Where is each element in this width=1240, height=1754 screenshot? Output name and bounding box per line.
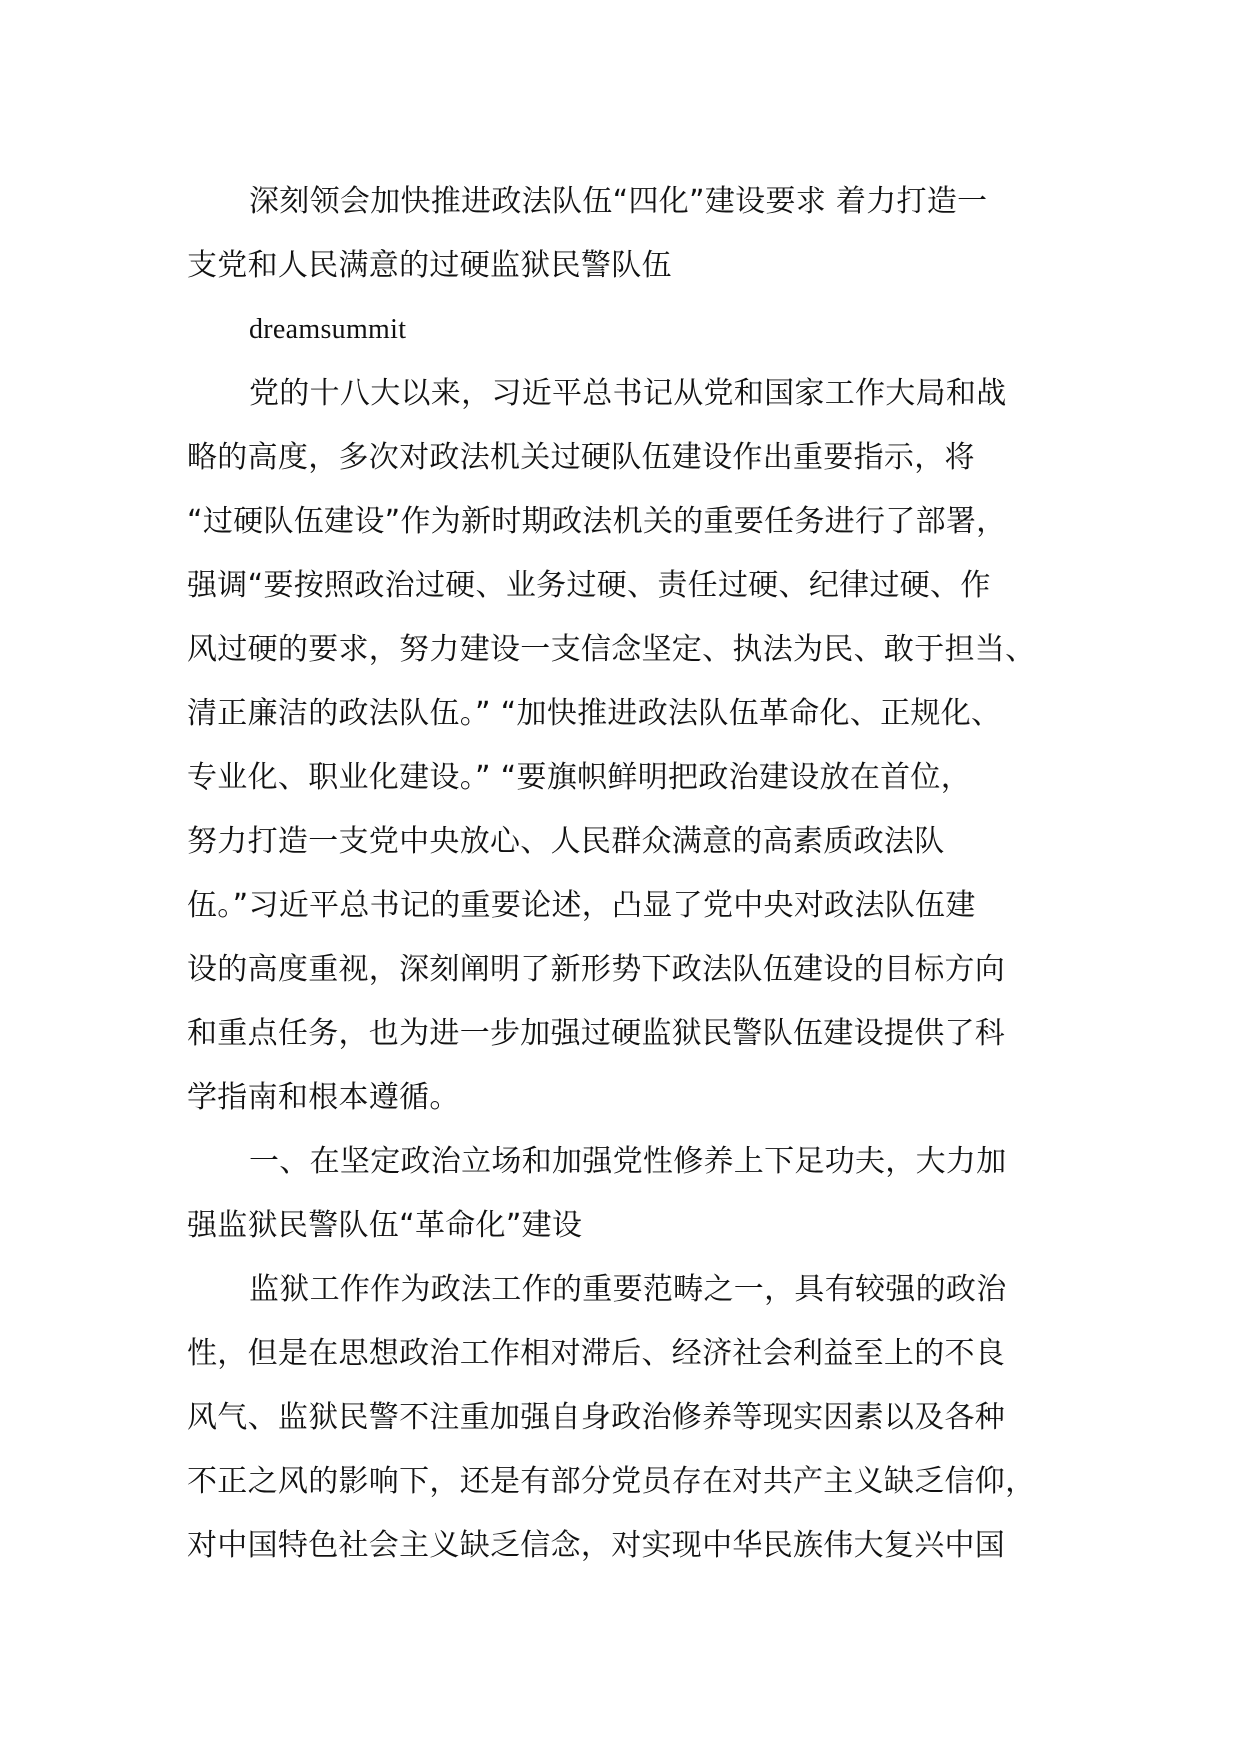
- paragraph-line: 努力打造一支党中央放心、人民群众满意的高素质政法队: [187, 824, 945, 859]
- paragraph-line: 学指南和根本遵循。: [187, 1080, 460, 1115]
- heading-line: 一、在坚定政治立场和加强党性修养上下足功夫，大力加: [249, 1144, 1007, 1179]
- paragraph-line: 风过硬的要求，努力建设一支信念坚定、执法为民、敢于担当、: [187, 632, 1036, 667]
- paragraph-line: “过硬队伍建设”作为新时期政法机关的重要任务进行了部署，: [187, 504, 1007, 539]
- paragraph-line: 和重点任务，也为进一步加强过硬监狱民警队伍建设提供了科: [187, 1016, 1006, 1051]
- heading-line: 强监狱民警队伍“革命化”建设: [187, 1208, 583, 1243]
- title-line: 深刻领会加快推进政法队伍“四化”建设要求 着力打造一: [249, 184, 988, 219]
- paragraph-line: 设的高度重视，深刻阐明了新形势下政法队伍建设的目标方向: [187, 952, 1006, 987]
- paragraph-line: 清正廉洁的政法队伍。” “加快推进政法队伍革命化、正规化、: [187, 696, 1002, 731]
- paragraph-line: 专业化、职业化建设。” “要旗帜鲜明把政治建设放在首位，: [187, 760, 972, 795]
- paragraph-line: 不正之风的影响下，还是有部分党员存在对共产主义缺乏信仰，: [187, 1464, 1036, 1499]
- paragraph-line: 风气、监狱民警不注重加强自身政治修养等现实因素以及各种: [187, 1400, 1006, 1435]
- title-line: 支党和人民满意的过硬监狱民警队伍: [187, 248, 672, 283]
- document-title: [187, 170, 1067, 298]
- paragraph-line: 监狱工作作为政法工作的重要范畴之一，具有较强的政治: [249, 1272, 1007, 1307]
- paragraph-section-1: [187, 1258, 1067, 1578]
- paragraph-line: 对中国特色社会主义缺乏信念，对实现中华民族伟大复兴中国: [187, 1528, 1006, 1563]
- paragraph-line: 伍。”习近平总书记的重要论述，凸显了党中央对政法队伍建: [187, 888, 976, 923]
- paragraph-intro: [187, 362, 1067, 1130]
- paragraph-line: 强调“要按照政治过硬、业务过硬、责任过硬、纪律过硬、作: [187, 568, 991, 603]
- paragraph-line: 党的十八大以来，习近平总书记从党和国家工作大局和战: [249, 376, 1007, 411]
- author-name: dreamsummit: [249, 314, 407, 345]
- paragraph-line: 性，但是在思想政治工作相对滞后、经济社会利益至上的不良: [187, 1336, 1006, 1371]
- document-body: [187, 170, 1067, 1578]
- paragraph-line: 略的高度，多次对政法机关过硬队伍建设作出重要指示，将: [187, 440, 975, 475]
- section-heading-1: [187, 1130, 1067, 1258]
